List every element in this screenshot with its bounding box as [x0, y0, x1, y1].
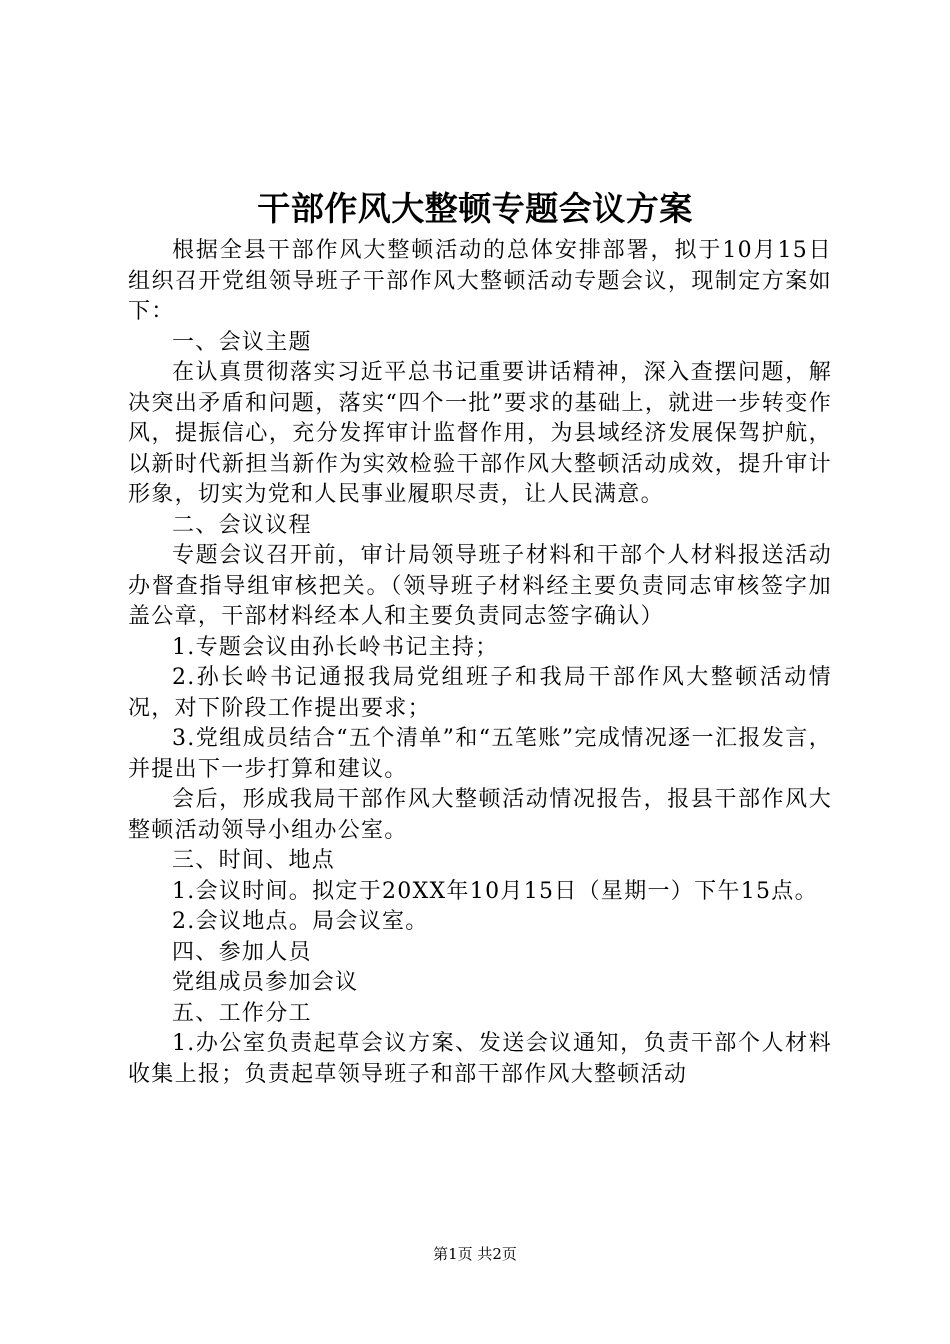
division-item-1: 1.办公室负责起草会议方案、发送会议通知，负责干部个人材料收集上报；负责起草领导班子和部干部作风大整顿活动 — [128, 1031, 832, 1087]
paragraph-theme: 在认真贯彻落实习近平总书记重要讲话精神，深入查摆问题，解决突出矛盾和问题，落实“四个一批”要求的基础上，就进一步转变作风，提振信心，充分发挥审计监督作用，为县域经济发展保驾护航，以新时代新担当新作为实效检验干部作风大整顿活动成效，提升审计形象，切实为党和人民事业履职尽责，让人民满意。 — [128, 360, 832, 507]
paragraph-intro: 根据全县干部作风大整顿活动的总体安排部署，拟于10月15日组织召开党组领导班子干部作风大整顿活动专题会议，现制定方案如下： — [128, 238, 832, 324]
section-heading-attendees: 四、参加人员 — [172, 939, 312, 965]
meeting-place: 2.会议地点。局会议室。 — [172, 909, 429, 934]
meeting-time: 1.会议时间。拟定于20XX年10月15日（星期一）下午15点。 — [172, 878, 818, 904]
section-heading-time-place: 三、时间、地点 — [172, 848, 336, 873]
page-number-footer: 第1页 共2页 — [433, 1245, 517, 1263]
paragraph-agenda: 专题会议召开前，审计局领导班子材料和干部个人材料报送活动办督查指导组审核把关。（领导班子材料经主要负责同志审核签字加盖公章，干部材料经本人和主要负责同志签字确认） — [128, 543, 832, 629]
document-title: 干部作风大整顿专题会议方案 — [257, 189, 693, 228]
section-heading-agenda: 二、会议议程 — [172, 512, 312, 538]
agenda-item-2: 2.孙长岭书记通报我局党组班子和我局干部作风大整顿活动情况，对下阶段工作提出要求； — [128, 665, 832, 721]
paragraph-attendees: 党组成员参加会议 — [172, 970, 359, 995]
agenda-item-1: 1.专题会议由孙长岭书记主持； — [172, 634, 499, 660]
agenda-item-3: 3.党组成员结合“五个清单”和“五笔账”完成情况逐一汇报发言，并提出下一步打算和建议。 — [128, 726, 832, 782]
section-heading-theme: 一、会议主题 — [172, 329, 312, 355]
section-heading-division: 五、工作分工 — [172, 1000, 312, 1026]
document-body — [128, 236, 832, 1090]
paragraph-after-meeting: 会后，形成我局干部作风大整顿活动情况报告，报县干部作风大整顿活动领导小组办公室。 — [128, 787, 832, 843]
